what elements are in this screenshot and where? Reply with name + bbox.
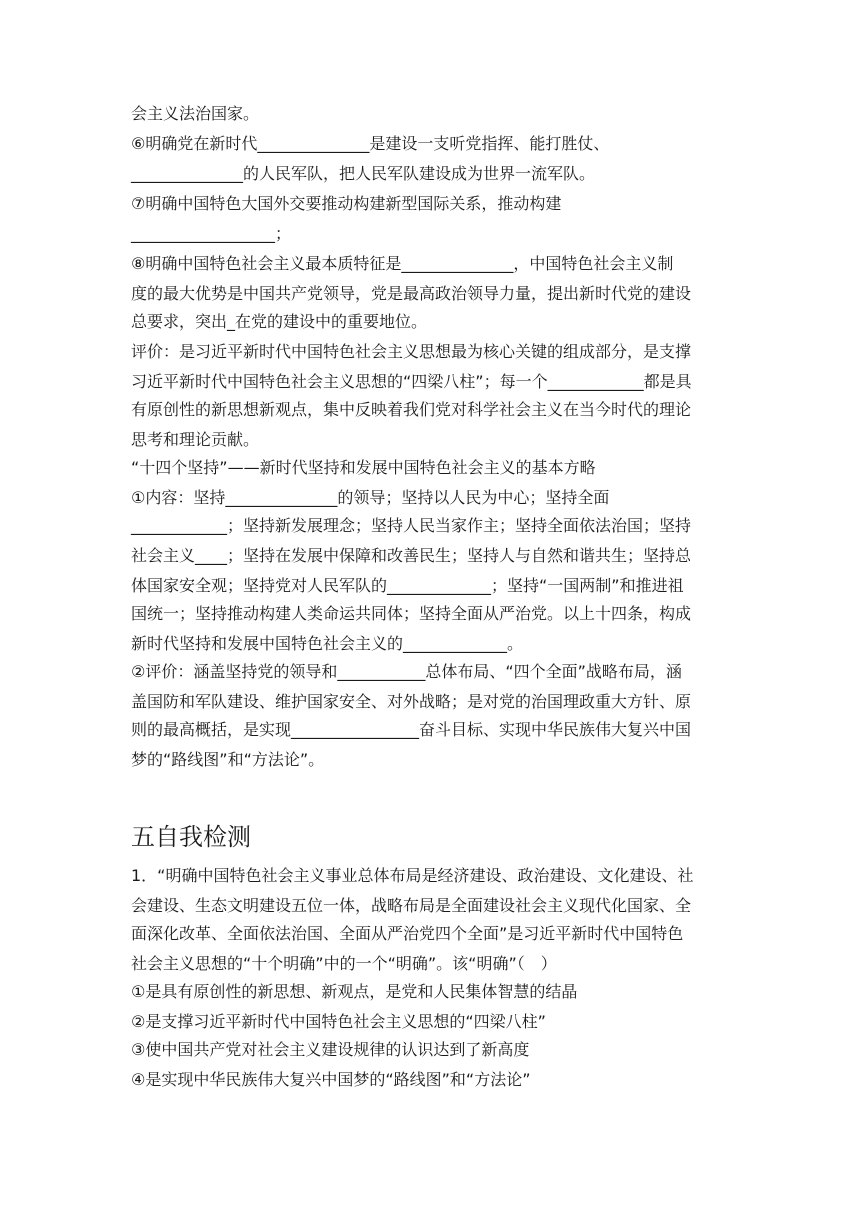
text-line: ______________的人民军队，把人民军队建设成为世界一流军队。 [131, 164, 596, 183]
text-line: 盖国防和军队建设、维护国家安全、对外战略；是对党的治国理政重大方针、原 [131, 692, 692, 711]
option-line: ④是实现中华民族伟大复兴中国梦的“路线图”和“方法论” [131, 1070, 531, 1089]
text-line: 社会主义____；坚持在发展中保障和改善民生；坚持人与自然和谐共生；坚持总 [131, 546, 692, 565]
option-line: ②是支撑习近平新时代中国特色社会主义思想的“四梁八柱” [131, 1012, 546, 1031]
text-line: 总要求，突出_在党的建设中的重要地位。 [131, 312, 428, 331]
question-line: 1．“明确中国特色社会主义事业总体布局是经济建设、政治建设、文化建设、社 [131, 866, 694, 885]
text-line: ____________；坚持新发展理念；坚持人民当家作主；坚持全面依法治国；坚持 [131, 516, 692, 535]
text-line: 国统一；坚持推动构建人类命运共同体；坚持全面从严治党。以上十四条，构成 [131, 604, 692, 623]
option-line: ③使中国共产党对社会主义建设规律的认识达到了新高度 [131, 1040, 530, 1059]
text-line: 评价：是习近平新时代中国特色社会主义思想最为核心关键的组成部分，是支撑 [131, 342, 692, 361]
text-line: 会主义法治国家。 [131, 104, 260, 123]
question-line: 会建设、生态文明建设五位一体，战略布局是全面建设社会主义现代化国家、全 [131, 896, 692, 915]
text-line: 有原创性的新思想新观点，集中反映着我们党对科学社会主义在当今时代的理论 [131, 400, 692, 419]
text-line: “十四个坚持”——新时代坚持和发展中国特色社会主义的基本方略 [131, 458, 596, 477]
option-line: ①是具有原创性的新思想、新观点，是党和人民集体智慧的结晶 [131, 982, 578, 1001]
question-line: 社会主义思想的“十个明确”中的一个“明确”。该“明确”（ ） [131, 954, 557, 973]
text-line: 梦的“路线图”和“方法论”。 [131, 750, 325, 769]
text-line: ⑧明确中国特色社会主义最本质特征是______________，中国特色社会主义制 [131, 254, 674, 273]
text-line: 则的最高概括，是实现________________奋斗目标、实现中华民族伟大复兴中国 [131, 720, 692, 739]
text-line: 体国家安全观；坚持党对人民军队的_____________；坚持“一国两制”和推进祖 [131, 576, 684, 595]
section-title: 五自我检测 [131, 823, 251, 851]
text-line: 度的最大优势是中国共产党领导，党是最高政治领导力量，提出新时代党的建设 [131, 284, 692, 303]
text-line: ⑥明确党在新时代______________是建设一支听党指挥、能打胜仗、 [131, 134, 610, 153]
text-line: ②评价：涵盖坚持党的领导和___________总体布局、“四个全面”战略布局，涵 [131, 662, 682, 681]
text-line: 思考和理论贡献。 [131, 430, 260, 449]
text-line: ①内容：坚持______________的领导；坚持以人民为中心；坚持全面 [131, 488, 610, 507]
question-line: 面深化改革、全面依法治国、全面从严治党四个全面”是习近平新时代中国特色 [131, 924, 684, 943]
text-line: 新时代坚持和发展中国特色社会主义的_____________。 [131, 634, 524, 653]
text-line: 习近平新时代中国特色社会主义思想的“四梁八柱”；每一个____________都是具 [131, 372, 692, 391]
text-line: ⑦明确中国特色大国外交要推动构建新型国际关系，推动构建 [131, 194, 562, 213]
text-line: __________________； [131, 224, 292, 243]
